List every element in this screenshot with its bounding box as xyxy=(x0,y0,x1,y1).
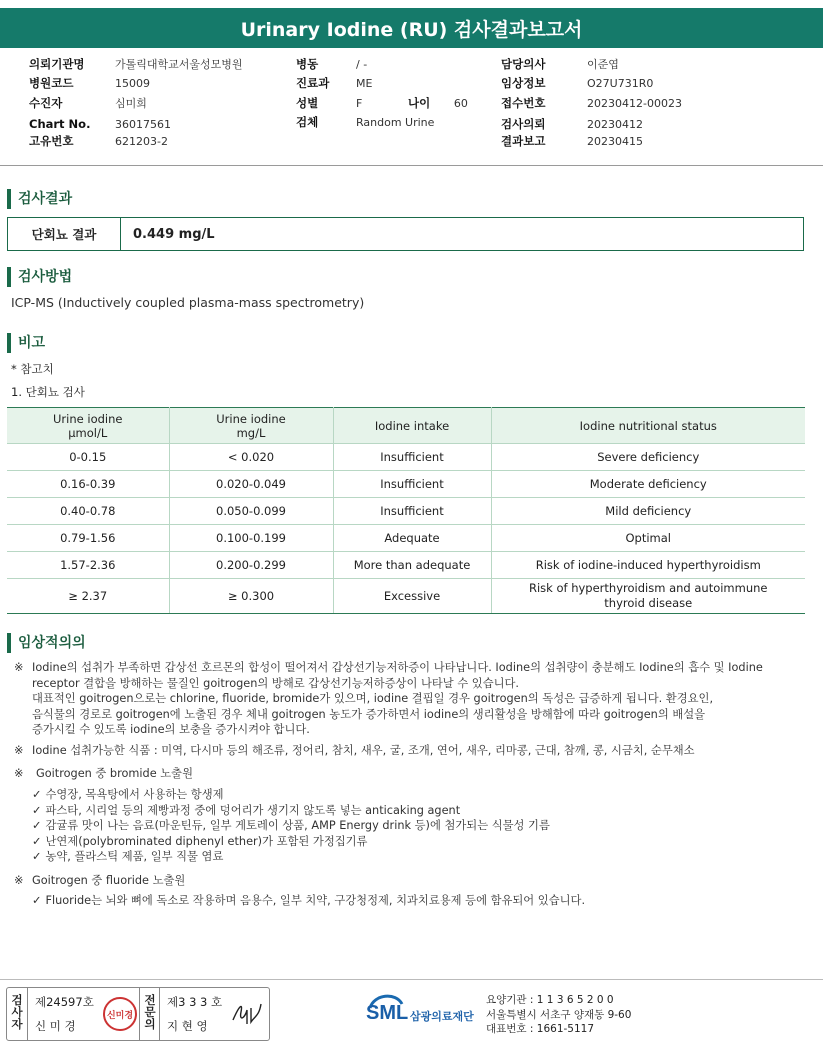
table-cell: 1.57-2.36 xyxy=(7,552,169,579)
examiner-name: 신 미 경 xyxy=(35,1019,76,1033)
table-cell: 0-0.15 xyxy=(7,444,169,471)
result-label: 단회뇨 결과 xyxy=(8,218,121,250)
check-icon: ✓ xyxy=(32,850,42,863)
table-cell: < 0.020 xyxy=(169,444,333,471)
header-age xyxy=(408,94,468,114)
reference-mark-icon: ※ xyxy=(14,661,24,674)
table-cell: ≥ 0.300 xyxy=(169,579,333,614)
field-value: ME xyxy=(356,77,373,90)
list-item-text: 농약, 플라스틱 제품, 일부 직물 염료 xyxy=(45,850,224,863)
table-cell: 0.16-0.39 xyxy=(7,471,169,498)
paragraph-line: receptor 결합을 방해하는 물질인 goitrogen의 방해로 갑상선기능저하증상이 나타날 수 있습니다. xyxy=(32,676,520,690)
table-cell: 0.200-0.299 xyxy=(169,552,333,579)
field-label: 접수번호 xyxy=(501,96,546,110)
field-value: 20230412 xyxy=(587,118,643,131)
table-row xyxy=(7,444,805,471)
report-title: Urinary Iodine (RU) 검사결과보고서 xyxy=(0,8,823,48)
check-icon: ✓ xyxy=(32,788,42,801)
table-header-cell xyxy=(7,408,169,444)
table-header-cell xyxy=(169,408,333,444)
reference-mark-icon: ※ xyxy=(14,767,24,780)
field-label: 담당의사 xyxy=(501,57,546,71)
method-heading: 검사방법 xyxy=(7,267,72,287)
reference-table xyxy=(7,407,805,614)
ref-label: * 참고치 xyxy=(11,362,54,376)
list-item xyxy=(32,834,812,850)
header-line: Urine iodine xyxy=(216,411,286,426)
paragraph-line: 대표적인 goitrogen으로는 chlorine, fluoride, bromide가 있으며, iodine 결핍일 경우 goitrogen의 독성은 급증하게 됩니다. 환경요인, xyxy=(32,692,714,706)
fluoride-list xyxy=(32,893,812,909)
header-field xyxy=(29,55,243,75)
field-label: 수진자 xyxy=(29,96,63,110)
paragraph-line: Iodine의 섭취가 부족하면 갑상선 호르몬의 합성이 떨어져서 갑상선기능저하증이 나타납니다. Iodine의 섭취량이 충분해도 Iodine의 흡수 및 Iodine xyxy=(32,661,763,674)
table-cell: Risk of hyperthyroidism and autoimmune thyroid disease xyxy=(491,579,805,614)
table-cell: Risk of iodine-induced hyperthyroidism xyxy=(491,552,805,579)
header-field xyxy=(501,55,619,75)
table-cell: Excessive xyxy=(333,579,491,614)
field-value: 20230412-00023 xyxy=(587,97,682,110)
age-value: 60 xyxy=(453,97,468,110)
fluoride-heading: Goitrogen 중 fluoride 노출원 xyxy=(32,874,186,887)
header-field xyxy=(501,94,682,114)
field-label: 진료과 xyxy=(296,76,330,90)
table-cell: 0.020-0.049 xyxy=(169,471,333,498)
header-field xyxy=(501,132,643,152)
field-value: / - xyxy=(356,58,368,71)
field-label: 임상정보 xyxy=(501,76,546,90)
specialist-name: 지 현 영 xyxy=(167,1019,208,1033)
specialist-label: 전 문 의 xyxy=(144,993,156,1031)
clinical-paragraph-4 xyxy=(0,873,823,889)
field-value: 15009 xyxy=(115,77,150,90)
field-value: Random Urine xyxy=(356,116,435,129)
specialist-signature-icon xyxy=(229,998,265,1030)
field-value: 621203-2 xyxy=(115,135,168,148)
sml-logo xyxy=(366,990,482,1034)
list-item xyxy=(32,787,812,803)
field-label: 성별 xyxy=(296,96,319,110)
list-item-text: Fluoride는 뇌와 뼈에 독소로 작용하며 음용수, 일부 치약, 구강청정제, 치과치료용제 등에 함유되어 있습니다. xyxy=(45,894,586,907)
table-header-cell xyxy=(333,408,491,444)
org-line: 대표번호 : 1661-5117 xyxy=(486,1023,595,1035)
header-divider xyxy=(0,165,823,166)
reference-mark-icon: ※ xyxy=(14,874,24,887)
table-cell: Moderate deficiency xyxy=(491,471,805,498)
header-field xyxy=(29,74,150,94)
table-cell: Severe deficiency xyxy=(491,444,805,471)
table-row xyxy=(7,525,805,552)
clinical-heading: 임상적의의 xyxy=(7,633,86,653)
table-header-cell xyxy=(491,408,805,444)
paragraph-line: 음식물의 경로로 goitrogen에 노출된 경우 체내 goitrogen 농도가 증가하면서 iodine의 생리활성을 방해함에 따라 goitrogen의 배설을 xyxy=(32,707,706,721)
table-cell: 0.100-0.199 xyxy=(169,525,333,552)
list-item-text: 파스타, 시리얼 등의 제빵과정 중에 덩어리가 생기지 않도록 넣는 anticaking agent xyxy=(45,803,461,817)
footer-divider xyxy=(0,979,823,980)
table-cell: Adequate xyxy=(333,525,491,552)
table-cell: ≥ 2.37 xyxy=(7,579,169,614)
list-item-text: 난연제(polybrominated diphenyl ether)가 포함된 가정집기류 xyxy=(45,834,368,848)
table-cell: 0.050-0.099 xyxy=(169,498,333,525)
bromide-heading: Goitrogen 중 bromide 노출원 xyxy=(36,767,193,780)
list-item xyxy=(32,893,812,909)
field-label: 병동 xyxy=(296,57,319,71)
field-label: 고유번호 xyxy=(29,134,74,148)
iodine-foods: Iodine 섭취가능한 식품 : 미역, 다시마 등의 해조류, 정어리, 참치, 새우, 굴, 조개, 연어, 새우, 리마콩, 근대, 참깨, 콩, 시금치, 순무채소 xyxy=(32,744,695,757)
field-value: 이준엽 xyxy=(587,58,619,71)
header-line: Iodine intake xyxy=(374,418,450,433)
field-label: 검사의뢰 xyxy=(501,117,546,131)
list-item xyxy=(32,849,812,865)
examiner-label: 검 사 자 xyxy=(11,993,23,1031)
field-value: 가톨릭대학교서울성모병원 xyxy=(115,58,243,71)
table-row xyxy=(7,471,805,498)
check-icon: ✓ xyxy=(32,819,42,832)
table-cell: 0.40-0.78 xyxy=(7,498,169,525)
field-value: 심미희 xyxy=(115,97,147,110)
header-field xyxy=(29,94,147,114)
organization-info xyxy=(486,993,631,1037)
field-label: 검체 xyxy=(296,115,319,129)
field-label: Chart No. xyxy=(29,117,91,131)
check-icon: ✓ xyxy=(32,894,42,907)
clinical-paragraph-2 xyxy=(0,743,823,759)
header-field xyxy=(296,55,367,75)
header-field xyxy=(296,74,372,94)
clinical-paragraph-1 xyxy=(0,660,823,738)
result-box xyxy=(7,217,804,251)
reference-mark-icon: ※ xyxy=(14,744,24,757)
ref-sublabel: 1. 단회뇨 검사 xyxy=(11,385,85,399)
header-field xyxy=(296,94,362,114)
table-cell: Mild deficiency xyxy=(491,498,805,525)
note-heading: 비고 xyxy=(7,333,45,353)
field-value: O27U731R0 xyxy=(587,77,654,90)
field-value: F xyxy=(356,97,363,110)
table-row xyxy=(7,498,805,525)
header-field xyxy=(501,74,653,94)
examiner-number: 제24597호 xyxy=(35,995,94,1009)
specialist-number: 제3 3 3 호 xyxy=(167,995,223,1009)
result-value: 0.449 mg/L xyxy=(133,226,215,242)
header-line: μmol/L xyxy=(68,425,108,440)
table-cell: More than adequate xyxy=(333,552,491,579)
header-line: mg/L xyxy=(236,425,266,440)
paragraph-line: 증가시킬 수 있도록 iodine의 보충을 증가시켜야 합니다. xyxy=(32,723,310,737)
examiner-stamp: 신미경 xyxy=(103,997,137,1031)
table-cell: 0.79-1.56 xyxy=(7,525,169,552)
result-heading: 검사결과 xyxy=(7,189,72,209)
table-cell: Insufficient xyxy=(333,471,491,498)
table-row xyxy=(7,579,805,614)
check-icon: ✓ xyxy=(32,834,42,848)
org-line: 요양기관 : 1 1 3 6 5 2 0 0 xyxy=(486,994,614,1006)
field-value: 36017561 xyxy=(115,118,171,131)
header-line: Urine iodine xyxy=(53,411,123,426)
sml-logo-subtext: 삼광의료재단 xyxy=(410,1010,474,1023)
header-field xyxy=(296,113,434,133)
list-item-text: 감귤류 맛이 나는 음료(마운틴듀, 일부 게토레이 상품, AMP Energy drink 등)에 첨가되는 식물성 기름 xyxy=(45,819,550,832)
field-label: 병원코드 xyxy=(29,76,74,90)
signature-box xyxy=(6,987,270,1041)
list-item-text: 수영장, 목욕탕에서 사용하는 항생제 xyxy=(45,788,224,801)
field-label: 결과보고 xyxy=(501,134,546,148)
list-item xyxy=(32,818,812,834)
check-icon: ✓ xyxy=(32,803,42,817)
table-cell: Insufficient xyxy=(333,498,491,525)
list-item xyxy=(32,803,812,819)
sml-logo-text: SML xyxy=(366,1002,409,1024)
header-field xyxy=(29,132,168,152)
table-cell: Insufficient xyxy=(333,444,491,471)
field-label: 의뢰기관명 xyxy=(29,57,85,71)
header-line: Iodine nutritional status xyxy=(579,418,717,433)
method-text: ICP-MS (Inductively coupled plasma-mass spectrometry) xyxy=(11,295,365,310)
table-cell: Optimal xyxy=(491,525,805,552)
field-value: 20230415 xyxy=(587,135,643,148)
table-row xyxy=(7,552,805,579)
bromide-list xyxy=(32,787,812,865)
clinical-paragraph-3 xyxy=(0,766,823,782)
org-line: 서울특별시 서초구 양재동 9-60 xyxy=(486,1008,632,1021)
age-label: 나이 xyxy=(408,96,431,110)
